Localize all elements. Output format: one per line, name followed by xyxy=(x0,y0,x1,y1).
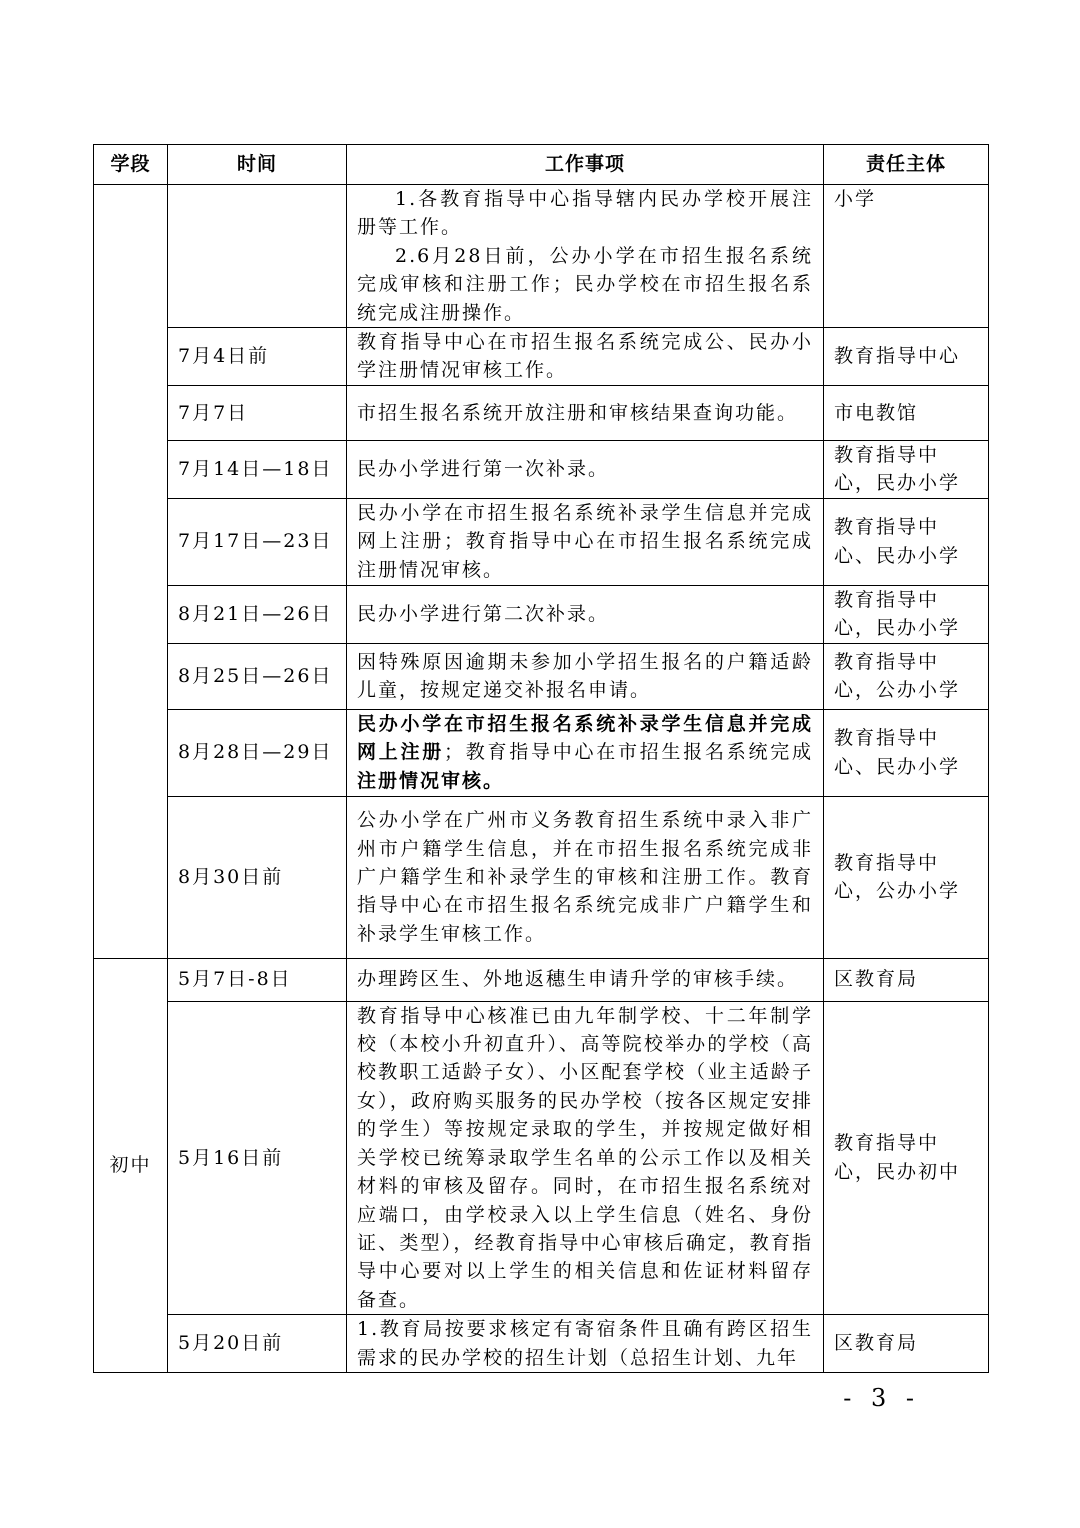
responsible-cell: 教育指导中心，公办小学 xyxy=(824,796,989,958)
work-text: ；教育指导中心在市招生报名系统完成 xyxy=(444,741,813,764)
table-row xyxy=(94,796,989,958)
work-cell: 办理跨区生、外地返穗生申请升学的审核手续。 xyxy=(347,958,824,1001)
work-cell: 1.教育局按要求核定有寄宿条件且确有跨区招生需求的民办学校的招生计划（总招生计划、九年 xyxy=(347,1315,824,1373)
table-row xyxy=(94,585,989,643)
work-cell: 民办小学进行第二次补录。 xyxy=(347,585,824,643)
table-row xyxy=(94,1315,989,1373)
table-row xyxy=(94,440,989,498)
time-cell: 8月28日—29日 xyxy=(168,709,347,796)
table-header-row xyxy=(94,145,989,185)
table-row xyxy=(94,1001,989,1314)
table-row xyxy=(94,643,989,709)
responsible-cell: 教育指导中心、民办小学 xyxy=(824,709,989,796)
work-cell: 教育指导中心在市招生报名系统完成公、民办小学注册情况审核工作。 xyxy=(347,328,824,386)
responsible-cell: 小学 xyxy=(824,185,989,328)
work-cell xyxy=(347,709,824,796)
enrollment-schedule-table xyxy=(93,144,989,1373)
time-cell xyxy=(168,185,347,328)
time-cell: 5月7日-8日 xyxy=(168,958,347,1001)
time-cell: 5月20日前 xyxy=(168,1315,347,1373)
work-cell: 民办小学进行第一次补录。 xyxy=(347,440,824,498)
time-cell: 8月21日—26日 xyxy=(168,585,347,643)
table-row xyxy=(94,498,989,585)
time-cell: 8月30日前 xyxy=(168,796,347,958)
header-stage: 学段 xyxy=(94,145,168,185)
responsible-cell: 市电教馆 xyxy=(824,385,989,440)
time-cell: 7月4日前 xyxy=(168,328,347,386)
responsible-cell: 区教育局 xyxy=(824,1315,989,1373)
header-responsible: 责任主体 xyxy=(824,145,989,185)
responsible-cell: 教育指导中心，民办小学 xyxy=(824,440,989,498)
table-row xyxy=(94,185,989,328)
page-number: - 3 - xyxy=(843,1384,920,1412)
work-paragraph: 2.6月28日前，公办小学在市招生报名系统完成审核和注册工作；民办学校在市招生报名系统完成注册操作。 xyxy=(357,244,813,324)
work-paragraph: 1.各教育指导中心指导辖内民办学校开展注册等工作。 xyxy=(357,188,813,239)
time-cell: 5月16日前 xyxy=(168,1001,347,1314)
work-cell: 公办小学在广州市义务教育招生系统中录入非广州市户籍学生信息，并在市招生报名系统完成非广户籍学生和补录学生的审核和注册工作。教育指导中心在市招生报名系统完成非广户籍学生和补录学生审核工作。 xyxy=(347,796,824,958)
time-cell: 8月25日—26日 xyxy=(168,643,347,709)
work-cell: 民办小学在市招生报名系统补录学生信息并完成网上注册；教育指导中心在市招生报名系统完成注册情况审核。 xyxy=(347,498,824,585)
time-cell: 7月7日 xyxy=(168,385,347,440)
work-cell: 市招生报名系统开放注册和审核结果查询功能。 xyxy=(347,385,824,440)
header-work: 工作事项 xyxy=(347,145,824,185)
responsible-cell: 教育指导中心，公办小学 xyxy=(824,643,989,709)
work-cell: 教育指导中心核准已由九年制学校、十二年制学校（本校小升初直升）、高等院校举办的学校（高校教职工适龄子女）、小区配套学校（业主适龄子女），政府购买服务的民办学校（按各区规定安排的学生）等按规定录取的学生，并按规定做好相关学校已统筹录取学生名单的公示工作以及相关材料的审核及留存。同时，在市招生报名系统对应端口，由学校录入以上学生信息（姓名、身份证、类型），经教育指导中心审核后确定，教育指导中心要对以上学生的相关信息和佐证材料留存备查。 xyxy=(347,1001,824,1314)
header-time: 时间 xyxy=(168,145,347,185)
table-row xyxy=(94,958,989,1001)
work-bold-text: 民办小学在市招生报名系统补录学生信息并完成网上注册 xyxy=(357,713,813,764)
table-row xyxy=(94,328,989,386)
stage-cell-primary xyxy=(94,185,168,959)
work-bold-text: 注册情况审核。 xyxy=(357,769,505,792)
responsible-cell: 教育指导中心 xyxy=(824,328,989,386)
responsible-cell: 区教育局 xyxy=(824,958,989,1001)
stage-cell-junior: 初中 xyxy=(94,958,168,1372)
responsible-cell: 教育指导中心、民办小学 xyxy=(824,498,989,585)
time-cell: 7月17日—23日 xyxy=(168,498,347,585)
work-cell xyxy=(347,185,824,328)
responsible-cell: 教育指导中心，民办初中 xyxy=(824,1001,989,1314)
responsible-cell: 教育指导中心，民办小学 xyxy=(824,585,989,643)
table-row xyxy=(94,385,989,440)
table-row xyxy=(94,709,989,796)
work-cell: 因特殊原因逾期未参加小学招生报名的户籍适龄儿童，按规定递交补报名申请。 xyxy=(347,643,824,709)
time-cell: 7月14日—18日 xyxy=(168,440,347,498)
